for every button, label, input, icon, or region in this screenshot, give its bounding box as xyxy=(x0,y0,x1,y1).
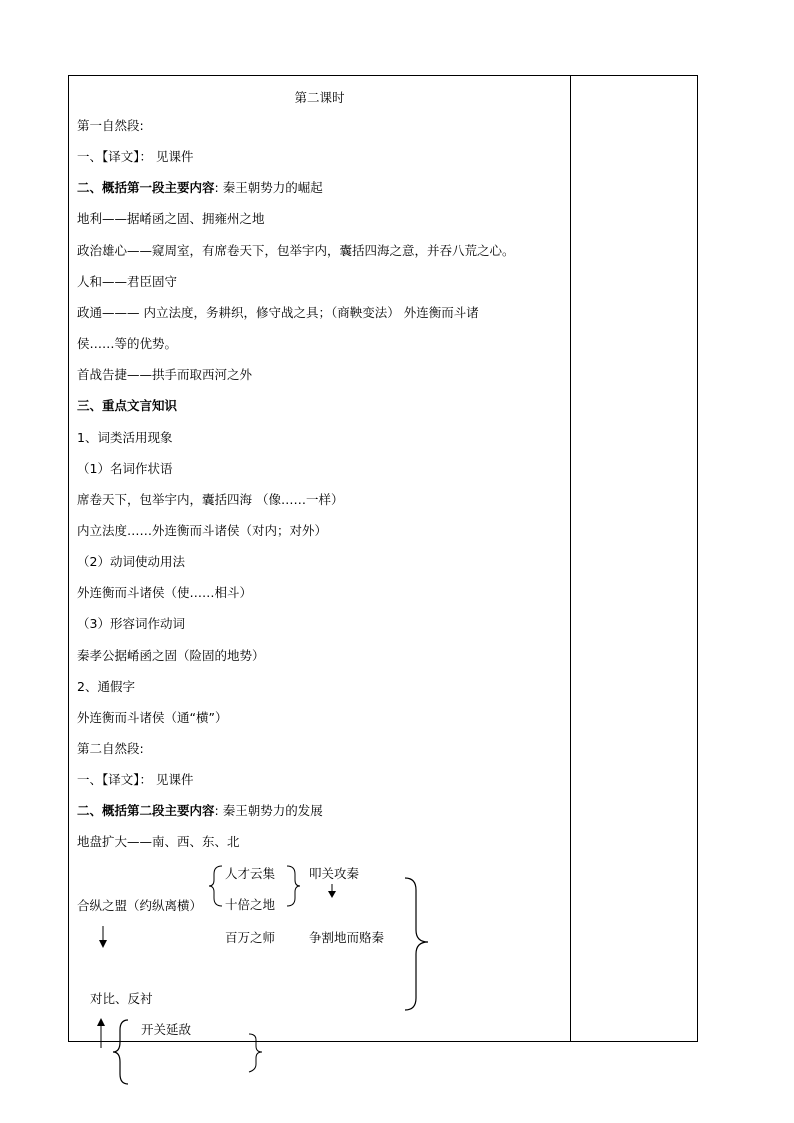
line-text: 1、词类活用现象 xyxy=(77,429,173,445)
diagram-kou-guan: 叩关攻秦 xyxy=(309,866,360,881)
line-text: （1）名词作状语 xyxy=(77,460,173,476)
line-text: 侯……等的优势。 xyxy=(77,336,178,352)
line-text: 地盘扩大——南、西、东、北 xyxy=(77,834,240,850)
diagram-alliance: 合纵之盟（约纵离横） xyxy=(77,898,203,913)
line-text: 一、【译文】： 见课件 xyxy=(77,149,194,165)
line-text: 第二自然段: xyxy=(77,741,144,756)
line-text: 内立法度……外连衡而斗诸侯（对内；对外） xyxy=(77,522,328,538)
line-text: 一、【译文】： 见课件 xyxy=(77,772,194,788)
brace-right-big xyxy=(405,878,428,1010)
brace-right-talent xyxy=(287,866,300,906)
line-text: 外连衡而斗诸侯（使……相斗） xyxy=(77,585,253,601)
line-text: : 秦王朝势力的发展 xyxy=(214,803,323,819)
line-text: 地利——据崤函之固、拥雍州之地 xyxy=(77,211,265,227)
line-text: 首战告捷——拱手而取西河之外 xyxy=(77,367,253,383)
arrow-kou-guan-head xyxy=(328,891,336,898)
brace-left-bottom xyxy=(113,1020,128,1084)
line-text: （3）形容词作动词 xyxy=(77,616,185,632)
line-text: 政通——— 内立法度，务耕织，修守战之具；（商鞅变法） 外连衡而斗诸 xyxy=(77,304,479,320)
line-text: 秦孝公据崤函之固（险固的地势） xyxy=(77,647,265,663)
section-heading: 二、概括第一段主要内容 xyxy=(77,180,215,196)
line-text: 外连衡而斗诸侯（通“横”） xyxy=(77,709,228,725)
section-heading: 二、概括第二段主要内容 xyxy=(77,803,215,819)
line-text: : 秦王朝势力的崛起 xyxy=(214,180,323,196)
line-text: 第一自然段: xyxy=(77,118,144,133)
line-text: 席卷天下，包举宇内，囊括四海 （像……一样） xyxy=(77,491,344,507)
diagram-land: 十倍之地 xyxy=(225,897,276,912)
section-heading: 三、重点文言知识 xyxy=(77,398,178,414)
line-text: （2）动词使动用法 xyxy=(77,554,185,570)
line-text: 2、通假字 xyxy=(77,678,135,694)
brace-left-talent xyxy=(209,866,222,906)
diagram-army: 百万之师 xyxy=(225,930,276,945)
line-text: 政治雄心——窥周室，有席卷天下，包举宇内，囊括四海之意，并吞八荒之心。 xyxy=(77,242,515,258)
diagram-cede: 争割地而赂秦 xyxy=(309,930,385,945)
diagram-contrast: 对比、反衬 xyxy=(90,991,153,1006)
arrow-alliance-head xyxy=(99,940,107,948)
diagram-talent: 人才云集 xyxy=(225,866,276,881)
brace-right-bottom xyxy=(249,1034,262,1072)
lesson-title: 第二课时 xyxy=(294,90,345,105)
diagram-open-gate: 开关延敌 xyxy=(141,1022,192,1037)
line-text: 人和——君臣固守 xyxy=(77,273,178,289)
arrow-up-head xyxy=(97,1018,105,1026)
